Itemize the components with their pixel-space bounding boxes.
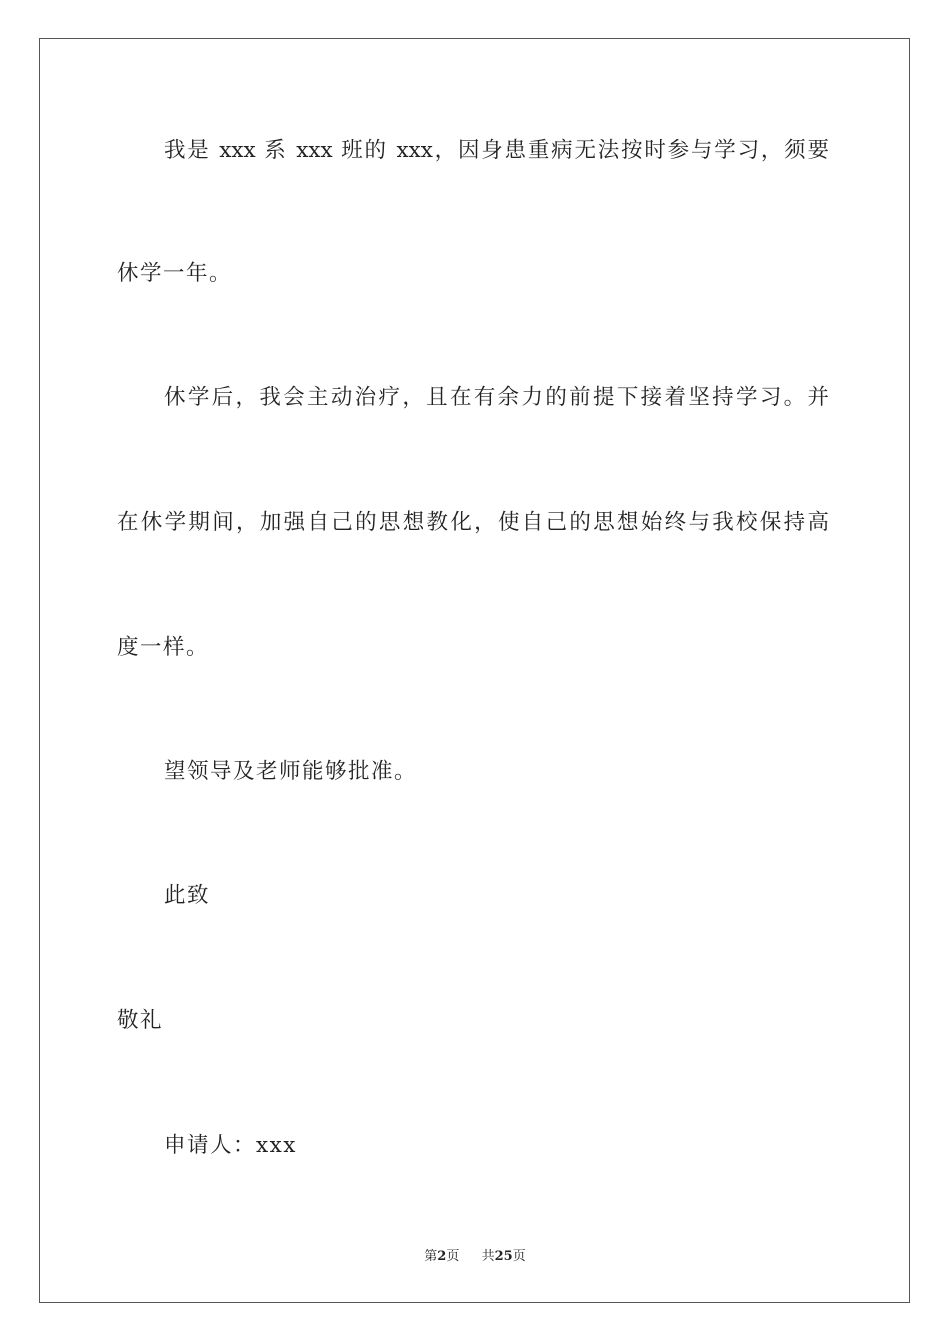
- closing-salutation: 此致: [164, 883, 211, 908]
- paragraph-line-3: 休学后，我会主动治疗，且在有余力的前提下接着坚持学习。并: [164, 385, 829, 410]
- page-suffix: 页: [446, 1249, 460, 1264]
- total-suffix: 页: [512, 1249, 526, 1264]
- paragraph-line-4: 在休学期间，加强自己的思想教化，使自己的思想始终与我校保持高: [117, 510, 829, 535]
- page-prefix: 第: [424, 1249, 438, 1264]
- total-prefix: 共: [481, 1249, 495, 1264]
- page-total: 25: [494, 1249, 513, 1264]
- applicant-signature: 申请人：xxx: [164, 1133, 297, 1158]
- paragraph-line-1: 我是 xxx 系 xxx 班的 xxx，因身患重病无法按时参与学习，须要: [164, 138, 829, 163]
- paragraph-line-5: 度一样。: [117, 635, 210, 660]
- page-footer: [0, 1249, 950, 1265]
- page-border: [39, 38, 910, 1303]
- paragraph-line-6: 望领导及老师能够批准。: [164, 759, 418, 784]
- paragraph-line-2: 休学一年。: [117, 261, 233, 286]
- page-current: 2: [437, 1249, 447, 1264]
- closing-regards: 敬礼: [117, 1008, 164, 1033]
